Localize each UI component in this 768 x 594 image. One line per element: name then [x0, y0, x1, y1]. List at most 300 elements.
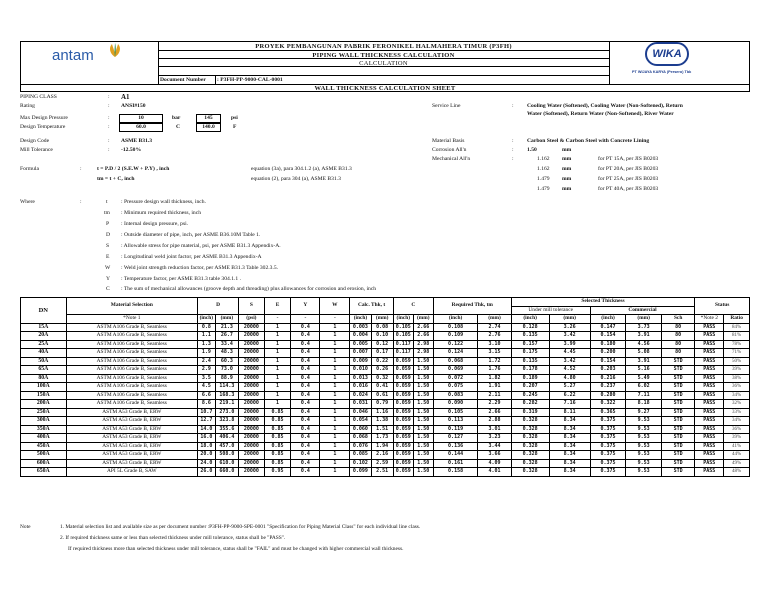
note-2: 2. If required thickness same or less than selected thickness under mill tolerance, status shall be "PASS".: [60, 535, 286, 541]
cell-um: 8.34: [549, 425, 590, 434]
cell-um: 8.11: [549, 408, 590, 417]
cell-tm: 0.10: [371, 332, 393, 341]
cell-y: 0.4: [291, 383, 320, 392]
cell-mat: ASTM A53 Grade B, ERW: [66, 451, 197, 460]
cell-ri: 0.124: [433, 349, 478, 358]
cell-ti: 0.068: [350, 434, 371, 443]
cell-s: 20000: [239, 332, 265, 341]
cell-st: PASS: [695, 400, 724, 409]
cell-dm: 457.0: [215, 442, 238, 451]
cell-st: PASS: [695, 323, 724, 332]
cell-y: 0.4: [291, 442, 320, 451]
design-code-label: Design Code: [20, 138, 50, 144]
cell-ci: 0.059: [393, 366, 413, 375]
unit-inch: (inch): [511, 315, 549, 324]
cell-um: 4.80: [549, 374, 590, 383]
cell-dn: 20A: [21, 332, 67, 341]
cell-um: 3.26: [549, 323, 590, 332]
cell-dm: 88.9: [215, 374, 238, 383]
mech-unit: mm: [562, 156, 572, 162]
symbol-desc: : Weld joint strength reduction factor, per ASME B31.3 Table 302.3.5.: [121, 265, 279, 271]
cell-tm: 0.22: [371, 357, 393, 366]
max-pressure-unit: bar: [172, 115, 181, 121]
cell-ri: 0.113: [433, 417, 478, 426]
cell-ci: 0.180: [590, 340, 626, 349]
colon: :: [512, 147, 514, 153]
cell-di: 10.7: [197, 408, 215, 417]
cell-cm: 8.18: [626, 400, 662, 409]
symbol: tm: [104, 210, 110, 216]
colon: :: [108, 94, 110, 100]
cell-ratio: 32%: [724, 400, 750, 409]
cell-ri: 0.122: [433, 340, 478, 349]
col-note2: *Note 2: [695, 315, 724, 324]
cell-w: 1: [320, 340, 350, 349]
cell-ci: 0.375: [590, 442, 626, 451]
mech-desc: for PT 20A, per JIS B0203: [598, 166, 659, 172]
cell-w: 1: [320, 400, 350, 409]
cell-y: 0.4: [291, 391, 320, 400]
cell-s: 20000: [239, 323, 265, 332]
cell-dm: 48.3: [215, 349, 238, 358]
cell-y: 0.4: [291, 400, 320, 409]
cell-e: 0.85: [264, 459, 291, 468]
cell-ri: 0.090: [433, 400, 478, 409]
cell-sch: STD: [661, 357, 694, 366]
cell-ti: 0.003: [350, 323, 371, 332]
cell-mat: ASTM A106 Grade B, Seamless: [66, 400, 197, 409]
colon: :: [512, 103, 514, 109]
doc-number-label: Document Number: [160, 76, 206, 83]
cell-rm: 2.29: [478, 400, 511, 409]
cell-rm: 4.01: [478, 468, 511, 477]
cell-mat: ASTM A106 Grade B, Seamless: [66, 332, 197, 341]
cell-di: 14.0: [197, 425, 215, 434]
cell-um: 8.34: [549, 468, 590, 477]
table-row: [21, 349, 750, 358]
col-dn: DN: [21, 298, 67, 324]
cell-ci: 0.375: [590, 417, 626, 426]
document-type: PIPING WALL THICKNESS CALCULATION: [312, 51, 455, 59]
cell-st: PASS: [695, 349, 724, 358]
col-c: C: [393, 298, 433, 315]
unit-dash: -: [320, 315, 350, 324]
cell-ti: 0.085: [350, 451, 371, 460]
symbol-desc: : Minimum required thickness, inch: [121, 210, 202, 216]
cell-dm: 73.0: [215, 366, 238, 375]
cell-ui: 0.178: [511, 366, 549, 375]
cell-ci: 0.203: [590, 366, 626, 375]
cell-ratio: 34%: [724, 417, 750, 426]
formula-1: t = P.D / 2 (S.E.W + P.Y) , inch: [97, 166, 170, 172]
table-row: [21, 357, 750, 366]
cell-dn: 450A: [21, 442, 67, 451]
cell-rm: 3.15: [478, 349, 511, 358]
cell-di: 1.9: [197, 349, 215, 358]
cell-tm: 0.12: [371, 340, 393, 349]
cell-ui: 0.135: [511, 357, 549, 366]
rating-value: ANSI#150: [121, 103, 146, 109]
cell-dm: 610.0: [215, 459, 238, 468]
cell-mat: ASTM A53 Grade B, ERW: [66, 434, 197, 443]
cell-cm: 1.50: [413, 425, 433, 434]
cell-dm: 219.1: [215, 400, 238, 409]
cell-di: 18.0: [197, 442, 215, 451]
cell-ti: 0.031: [350, 400, 371, 409]
mech-desc: for PT 40A, per JIS B0203: [598, 186, 659, 192]
cell-ci: 0.216: [590, 374, 626, 383]
table-row: [21, 391, 750, 400]
cell-w: 1: [320, 425, 350, 434]
cell-dn: 80A: [21, 374, 67, 383]
cell-dm: 168.3: [215, 391, 238, 400]
cell-w: 1: [320, 391, 350, 400]
cell-tm: 2.59: [371, 459, 393, 468]
cell-y: 0.4: [291, 323, 320, 332]
cell-y: 0.4: [291, 468, 320, 477]
cell-cm: 9.53: [626, 425, 662, 434]
cell-tm: 0.17: [371, 349, 393, 358]
note-3: If required thickness more than selected thickness under mill tolerance, status shall be "FAIL" and must be changed with higher commercial wall thickness.: [68, 546, 404, 552]
cell-e: 0.85: [264, 417, 291, 426]
unit-mm: (mm): [626, 315, 662, 324]
cell-ci: 0.322: [590, 400, 626, 409]
cell-dn: 600A: [21, 459, 67, 468]
cell-dn: 500A: [21, 451, 67, 460]
cell-cm: 9.53: [626, 451, 662, 460]
cell-cm: 6.02: [626, 383, 662, 392]
cell-sch: STD: [661, 417, 694, 426]
cell-tm: 1.94: [371, 442, 393, 451]
cell-ci: 0.117: [393, 340, 413, 349]
unit-sch: Sch: [661, 315, 694, 324]
cell-tm: 0.79: [371, 400, 393, 409]
cell-e: 0.85: [264, 442, 291, 451]
cell-s: 20000: [239, 468, 265, 477]
cell-y: 0.4: [291, 357, 320, 366]
cell-rm: 3.10: [478, 340, 511, 349]
unit-mm: (mm): [549, 315, 590, 324]
table-row: [21, 383, 750, 392]
col-s: S: [239, 298, 265, 315]
cell-ui: 0.189: [511, 374, 549, 383]
cell-cm: 1.50: [413, 434, 433, 443]
cell-di: 26.0: [197, 468, 215, 477]
design-temp-label: Design Temperature: [20, 124, 66, 130]
cell-y: 0.4: [291, 374, 320, 383]
symbol: E: [106, 254, 110, 260]
antam-logo-text: antam: [52, 47, 94, 64]
max-pressure-value: 10: [119, 114, 163, 123]
cell-ui: 0.282: [511, 400, 549, 409]
cell-ci: 0.117: [393, 349, 413, 358]
corrosion-unit: mm: [562, 147, 572, 153]
cell-tm: 0.26: [371, 366, 393, 375]
cell-rm: 1.91: [478, 383, 511, 392]
cell-rm: 2.74: [478, 323, 511, 332]
calculation-label: CALCULATION: [359, 59, 408, 67]
cell-ti: 0.016: [350, 383, 371, 392]
table-row: [21, 340, 750, 349]
note-1: 1. Material selection list and available size as per document number :P3FH-PP-9000-SPE-0001 "Specification for Piping Material Class" for each individual line class.: [60, 524, 421, 530]
cell-di: 1.1: [197, 332, 215, 341]
cell-sch: 80: [661, 332, 694, 341]
symbol-desc: : Pressure design wall thickness, inch.: [121, 199, 206, 205]
cell-mat: ASTM A106 Grade B, Seamless: [66, 391, 197, 400]
cell-sch: STD: [661, 366, 694, 375]
cell-sch: STD: [661, 451, 694, 460]
cell-mat: ASTM A53 Grade B, ERW: [66, 417, 197, 426]
col-ratio: Ratio: [724, 315, 750, 324]
mech-unit: mm: [562, 186, 572, 192]
design-temp-unit-f: F: [233, 124, 237, 130]
cell-ci: 0.375: [590, 459, 626, 468]
cell-um: 4.45: [549, 349, 590, 358]
cell-mat: ASTM A53 Grade B, ERW: [66, 459, 197, 468]
table-row: [21, 451, 750, 460]
col-y: Y: [291, 298, 320, 315]
cell-tm: 1.16: [371, 408, 393, 417]
antam-leaf-icon: [106, 43, 124, 59]
cell-ratio: 81%: [724, 332, 750, 341]
colon: :: [108, 124, 110, 130]
mech-desc: for PT 15A, per JIS B0203: [598, 156, 659, 162]
table-row: [21, 323, 750, 332]
symbol: W: [105, 265, 111, 271]
cell-w: 1: [320, 383, 350, 392]
cell-tm: 0.41: [371, 383, 393, 392]
unit-dash: -: [291, 315, 320, 324]
cell-e: 0.85: [264, 434, 291, 443]
cell-s: 20000: [239, 340, 265, 349]
cell-e: 1: [264, 340, 291, 349]
cell-w: 1: [320, 468, 350, 477]
cell-st: PASS: [695, 383, 724, 392]
cell-st: PASS: [695, 442, 724, 451]
wika-logo-text: WIKA: [652, 48, 682, 60]
cell-cm: 9.53: [626, 442, 662, 451]
cell-e: 0.85: [264, 451, 291, 460]
cell-ti: 0.099: [350, 468, 371, 477]
table-row: [21, 366, 750, 375]
cell-s: 20000: [239, 383, 265, 392]
cell-ci: 0.375: [590, 434, 626, 443]
col-material: Material Selection: [66, 298, 197, 315]
mill-tolerance-label: Mill Tolerance: [20, 147, 53, 153]
cell-y: 0.4: [291, 459, 320, 468]
cell-ci: 0.059: [393, 408, 413, 417]
cell-ci: 0.059: [393, 357, 413, 366]
cell-um: 8.34: [549, 451, 590, 460]
col-calc-thk: Calc. Thk, t: [350, 298, 393, 315]
cell-rm: 2.11: [478, 391, 511, 400]
cell-mat: ASTM A53 Grade B, ERW: [66, 408, 197, 417]
cell-ratio: 39%: [724, 434, 750, 443]
cell-ci: 0.280: [590, 391, 626, 400]
cell-dm: 21.3: [215, 323, 238, 332]
table-row: [21, 434, 750, 443]
cell-ratio: 49%: [724, 459, 750, 468]
cell-rm: 1.72: [478, 357, 511, 366]
mech-value: 1.479: [537, 186, 550, 192]
symbol: P: [106, 221, 110, 227]
colon: :: [108, 147, 110, 153]
symbol: S: [106, 243, 110, 249]
cell-dm: 60.3: [215, 357, 238, 366]
cell-e: 1: [264, 383, 291, 392]
max-pressure-label: Max Design Pressure: [20, 115, 68, 121]
cell-ui: 0.328: [511, 468, 549, 477]
cell-dn: 400A: [21, 434, 67, 443]
cell-ri: 0.136: [433, 442, 478, 451]
table-row: [21, 459, 750, 468]
cell-ui: 0.319: [511, 408, 549, 417]
table-row: [21, 400, 750, 409]
symbol-desc: : The sum of mechanical allowances (groove depth and threading) plus allowances for corrosion and erosion, inch: [121, 286, 377, 292]
cell-ci: 0.375: [590, 468, 626, 477]
cell-s: 20000: [239, 349, 265, 358]
cell-cm: 2.98: [413, 349, 433, 358]
cell-st: PASS: [695, 468, 724, 477]
cell-um: 8.34: [549, 417, 590, 426]
cell-um: 4.52: [549, 366, 590, 375]
cell-ui: 0.157: [511, 340, 549, 349]
cell-um: 3.42: [549, 357, 590, 366]
cell-rm: 1.76: [478, 366, 511, 375]
cell-um: 8.34: [549, 442, 590, 451]
cell-ratio: 39%: [724, 366, 750, 375]
cell-ratio: 34%: [724, 391, 750, 400]
cell-sch: STD: [661, 391, 694, 400]
cell-dm: 26.7: [215, 332, 238, 341]
cell-rm: 2.76: [478, 332, 511, 341]
cell-di: 2.4: [197, 357, 215, 366]
cell-mat: ASTM A106 Grade B, Seamless: [66, 340, 197, 349]
cell-cm: 1.50: [413, 383, 433, 392]
cell-dn: 25A: [21, 340, 67, 349]
cell-mat: ASTM A106 Grade B, Seamless: [66, 349, 197, 358]
cell-e: 1: [264, 349, 291, 358]
project-title: PROYEK PEMBANGUNAN PABRIK FERONIKEL HALMAHERA TIMUR (P3FH): [255, 43, 512, 50]
cell-st: PASS: [695, 408, 724, 417]
cell-ratio: 38%: [724, 374, 750, 383]
cell-cm: 1.50: [413, 391, 433, 400]
cell-ratio: 44%: [724, 451, 750, 460]
cell-di: 2.9: [197, 366, 215, 375]
cell-st: PASS: [695, 391, 724, 400]
cell-dm: 355.6: [215, 425, 238, 434]
cell-di: 24.0: [197, 459, 215, 468]
symbol: Y: [106, 276, 111, 282]
piping-class-value: A1: [121, 93, 130, 101]
cell-tm: 0.08: [371, 323, 393, 332]
cell-ui: 0.175: [511, 349, 549, 358]
cell-rm: 2.66: [478, 408, 511, 417]
cell-w: 1: [320, 366, 350, 375]
cell-mat: ASTM A106 Grade B, Seamless: [66, 374, 197, 383]
cell-sch: STD: [661, 400, 694, 409]
mechanical-label: Mechanical All'n: [432, 156, 471, 162]
cell-um: 8.34: [549, 459, 590, 468]
cell-um: 6.22: [549, 391, 590, 400]
cell-w: 1: [320, 332, 350, 341]
formula-label: Formula: [20, 166, 39, 172]
cell-mat: ASTM A106 Grade B, Seamless: [66, 357, 197, 366]
cell-dm: 273.0: [215, 408, 238, 417]
service-line-value-2: Water (Softened), Return Water (Non-Softened), River Water: [527, 111, 674, 117]
cell-ratio: 33%: [724, 408, 750, 417]
cell-di: 6.6: [197, 391, 215, 400]
cell-w: 1: [320, 408, 350, 417]
cell-ci: 0.147: [590, 323, 626, 332]
cell-ratio: 50%: [724, 357, 750, 366]
cell-ci: 0.059: [393, 451, 413, 460]
cell-ri: 0.127: [433, 434, 478, 443]
cell-s: 20000: [239, 425, 265, 434]
cell-dn: 50A: [21, 357, 67, 366]
cell-sch: STD: [661, 408, 694, 417]
cell-mat: ASTM A53 Grade B, ERW: [66, 425, 197, 434]
mech-value: 1.479: [537, 176, 550, 182]
cell-y: 0.4: [291, 332, 320, 341]
unit-mm: (mm): [371, 315, 393, 324]
cell-ui: 0.207: [511, 383, 549, 392]
cell-ci: 0.365: [590, 408, 626, 417]
cell-cm: 2.98: [413, 340, 433, 349]
symbol-desc: : Internal design pressure, psi.: [121, 221, 189, 227]
colon: :: [512, 156, 514, 162]
cell-cm: 3.73: [626, 323, 662, 332]
cell-y: 0.4: [291, 451, 320, 460]
cell-ui: 0.328: [511, 417, 549, 426]
cell-ui: 0.328: [511, 425, 549, 434]
col-w: W: [320, 298, 350, 315]
cell-cm: 7.11: [626, 391, 662, 400]
cell-ri: 0.161: [433, 459, 478, 468]
cell-sch: STD: [661, 374, 694, 383]
cell-di: 12.7: [197, 417, 215, 426]
cell-y: 0.4: [291, 425, 320, 434]
cell-cm: 9.53: [626, 434, 662, 443]
cell-ci: 0.059: [393, 459, 413, 468]
cell-tm: 1.51: [371, 425, 393, 434]
cell-e: 1: [264, 374, 291, 383]
cell-cm: 1.50: [413, 408, 433, 417]
mech-unit: mm: [562, 166, 572, 172]
cell-dn: 250A: [21, 408, 67, 417]
colon: :: [108, 138, 110, 144]
cell-st: PASS: [695, 459, 724, 468]
cell-tm: 0.32: [371, 374, 393, 383]
colon: :: [108, 115, 110, 121]
table-row: [21, 442, 750, 451]
design-code-value: ASME B31.3: [121, 138, 153, 144]
cell-sch: 80: [661, 340, 694, 349]
cell-mat: ASTM A106 Grade B, Seamless: [66, 366, 197, 375]
cell-cm: 2.66: [413, 323, 433, 332]
cell-cm: 4.56: [626, 340, 662, 349]
cell-ci: 0.059: [393, 400, 413, 409]
cell-dn: 650A: [21, 468, 67, 477]
cell-cm: 5.16: [626, 366, 662, 375]
cell-ui: 0.128: [511, 323, 549, 332]
cell-ratio: 36%: [724, 425, 750, 434]
col-note1: *Note 1: [66, 315, 197, 324]
cell-ui: 0.328: [511, 434, 549, 443]
cell-sch: STD: [661, 459, 694, 468]
cell-cm: 9.27: [626, 408, 662, 417]
cell-y: 0.4: [291, 366, 320, 375]
